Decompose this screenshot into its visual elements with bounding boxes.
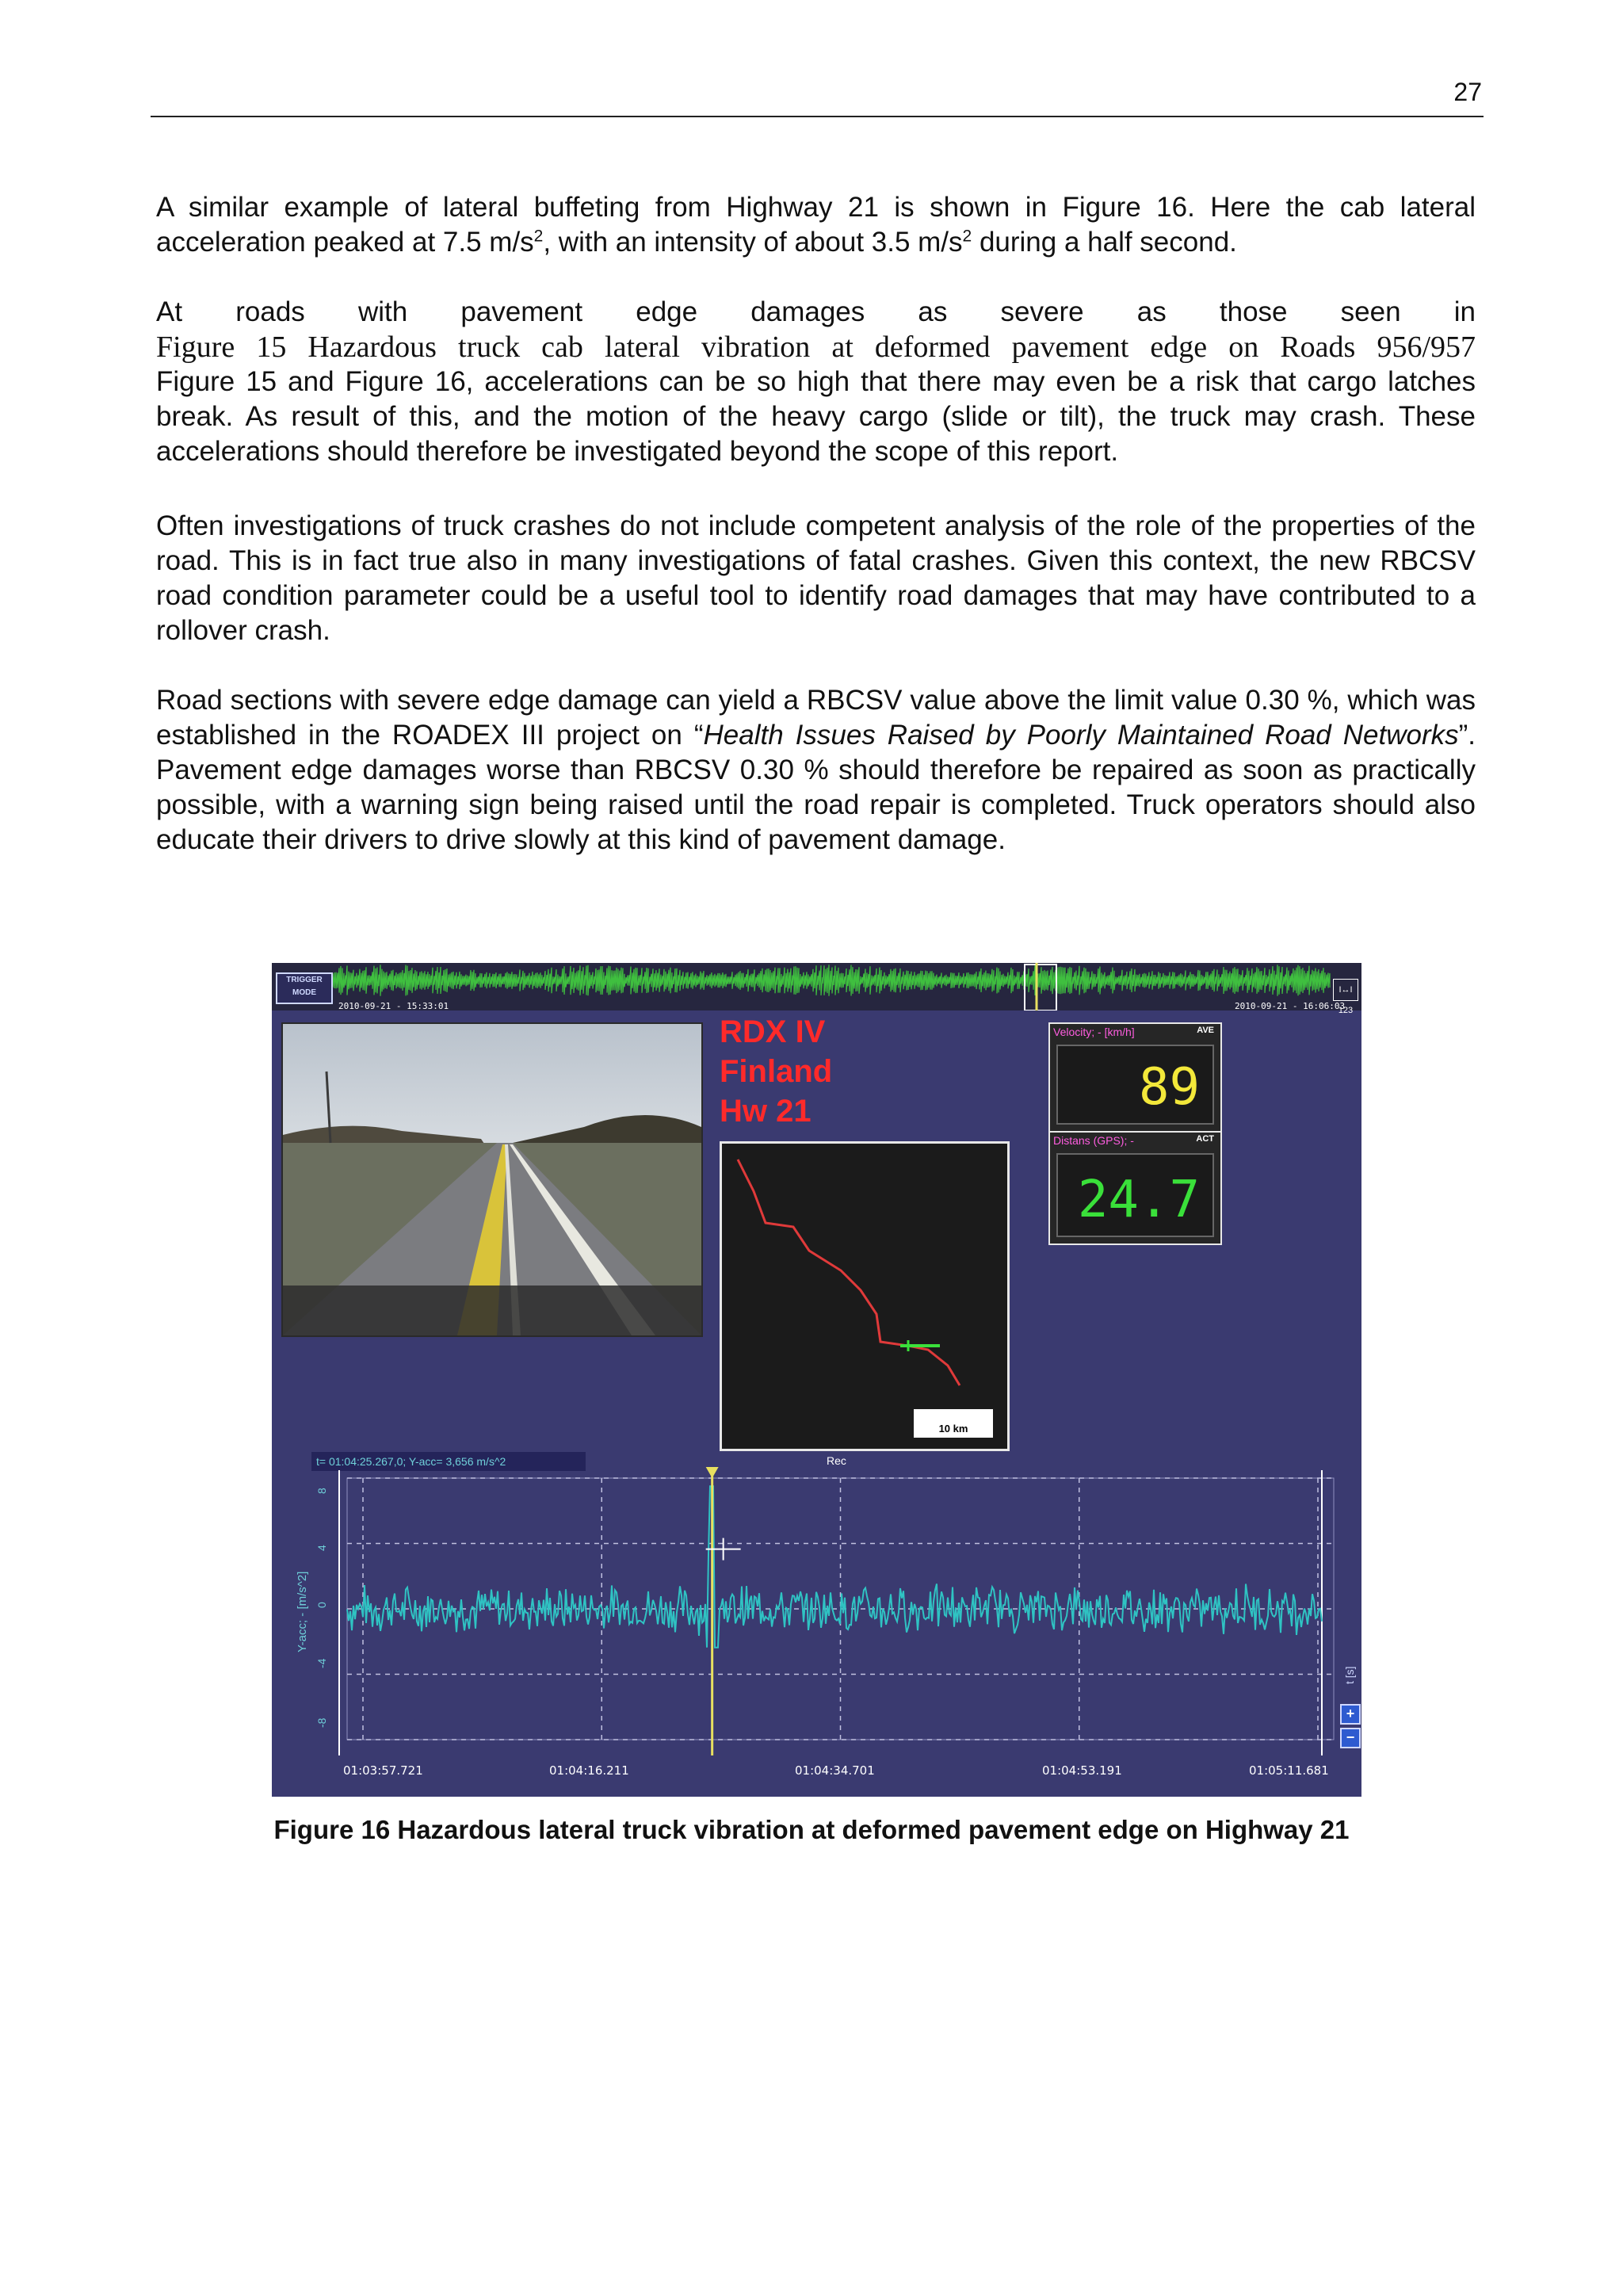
- distance-label: Distans (GPS); -: [1053, 1134, 1134, 1147]
- map-scale: 10 km: [914, 1409, 993, 1438]
- acceleration-series-line: [347, 1486, 1322, 1647]
- page-number: 27: [1453, 78, 1482, 106]
- distance-tag: ACT: [1196, 1134, 1214, 1144]
- acceleration-chart[interactable]: [272, 963, 1361, 1797]
- text-run: ”. Pavement edge damages worse than RBCSV 0.30 % should therefore be repaired as soon as practically possible, with a warning sign being raised until the road repair is completed. Truck operators should also educate their drivers to drive slowly at this kind of pavement damage.: [156, 720, 1476, 855]
- y-tick-label: 8: [315, 1488, 328, 1494]
- figure-15-reference[interactable]: Figure 15 Hazardous truck cab lateral vibration at deformed pavement edge on Roads 956/957: [156, 330, 1476, 364]
- title-line: RDX IV: [720, 1014, 826, 1049]
- paragraph-2-body: Figure 15 and Figure 16, accelerations can be so high that there may even be a risk that cargo latches break. As result of this, and the motion of the heavy cargo (slide or tilt), the truck may crash. These accelerations should therefore be investigated beyond the scope of this report.: [156, 366, 1476, 467]
- timeline-start: 2010-09-21 - 15:33:01: [338, 1001, 449, 1011]
- x-tick-label: 01:03:57.721: [343, 1763, 423, 1778]
- y-tick-label: 0: [315, 1602, 328, 1608]
- paragraph-1: [156, 190, 1476, 260]
- zoom-out-button[interactable]: −: [1340, 1728, 1361, 1748]
- timeline-end: 2010-09-21 - 16:06:03: [1235, 1001, 1346, 1011]
- figure-caption: Figure 16 Hazardous lateral truck vibration at deformed pavement edge on Highway 21: [273, 1815, 1350, 1844]
- paragraph-4: [156, 683, 1476, 858]
- chart-grid: [339, 1470, 1334, 1755]
- paragraph-3: Often investigations of truck crashes do not include competent analysis of the role of the properties of the road. This is in fact true also in many investigations of fatal crashes. Given this context, the new RBCSV road condition parameter could be a useful tool to identify road damages that may have contributed to a rollover crash.: [156, 510, 1476, 646]
- text-run: Road sections with severe edge damage can yield a RBCSV value above the limit value 0.30 %, which was established in the ROADEX III project on “: [156, 685, 1476, 751]
- velocity-tag: AVE: [1197, 1026, 1214, 1035]
- header-rule: [151, 116, 1484, 117]
- x-tick-label: 01:04:16.211: [549, 1763, 629, 1778]
- time-cursor-handle: [706, 1467, 719, 1478]
- velocity-value: 89: [1138, 1058, 1200, 1117]
- title-line: Hw 21: [720, 1094, 812, 1129]
- distance-value: 24.7: [1077, 1171, 1200, 1229]
- y-tick-label: 4: [315, 1545, 328, 1551]
- zoom-range-icon[interactable]: I↔I 123: [1333, 979, 1358, 1001]
- rec-label: Rec: [827, 1454, 846, 1467]
- trigger-mode-button[interactable]: TRIGGER MODE: [276, 972, 333, 1004]
- superscript: 2: [533, 227, 544, 246]
- italic-title: Health Issues Raised by Poorly Maintained Road Networks: [703, 720, 1459, 751]
- velocity-label: Velocity; - [km/h]: [1053, 1026, 1135, 1038]
- paragraph-2: [156, 295, 1476, 469]
- x-tick-label: 01:05:11.681: [1249, 1763, 1329, 1778]
- y-axis-label: Y-acc; - [m/s^2]: [296, 1571, 309, 1652]
- text-run: acceleration peaked at 7.5 m/s: [156, 227, 534, 258]
- y-tick-label: -8: [315, 1717, 328, 1728]
- text-run: , with an intensity of about 3.5 m/s: [543, 227, 963, 258]
- cursor-readout: t= 01:04:25.267,0; Y-acc= 3,656 m/s^2: [311, 1452, 586, 1471]
- figure-16-screenshot: [272, 963, 1361, 1797]
- paragraph-2-line-1: At roads with pavement edge damages as severe as those seen in: [156, 296, 1476, 327]
- x-tick-label: 01:04:34.701: [795, 1763, 875, 1778]
- zoom-in-button[interactable]: +: [1340, 1704, 1361, 1725]
- chart-signal: [347, 1486, 1322, 1647]
- text-run: during a half second.: [972, 227, 1237, 258]
- paragraph-1-line-2: [156, 225, 1476, 260]
- t-axis-label: t [s]: [1343, 1666, 1356, 1684]
- y-tick-label: -4: [315, 1658, 328, 1668]
- paragraph-1-line-1: A similar example of lateral buffeting from Highway 21 is shown in Figure 16. Here the cab lateral: [156, 192, 1476, 223]
- title-line: Finland: [720, 1054, 833, 1089]
- superscript: 2: [962, 227, 972, 246]
- x-tick-label: 01:04:53.191: [1042, 1763, 1122, 1778]
